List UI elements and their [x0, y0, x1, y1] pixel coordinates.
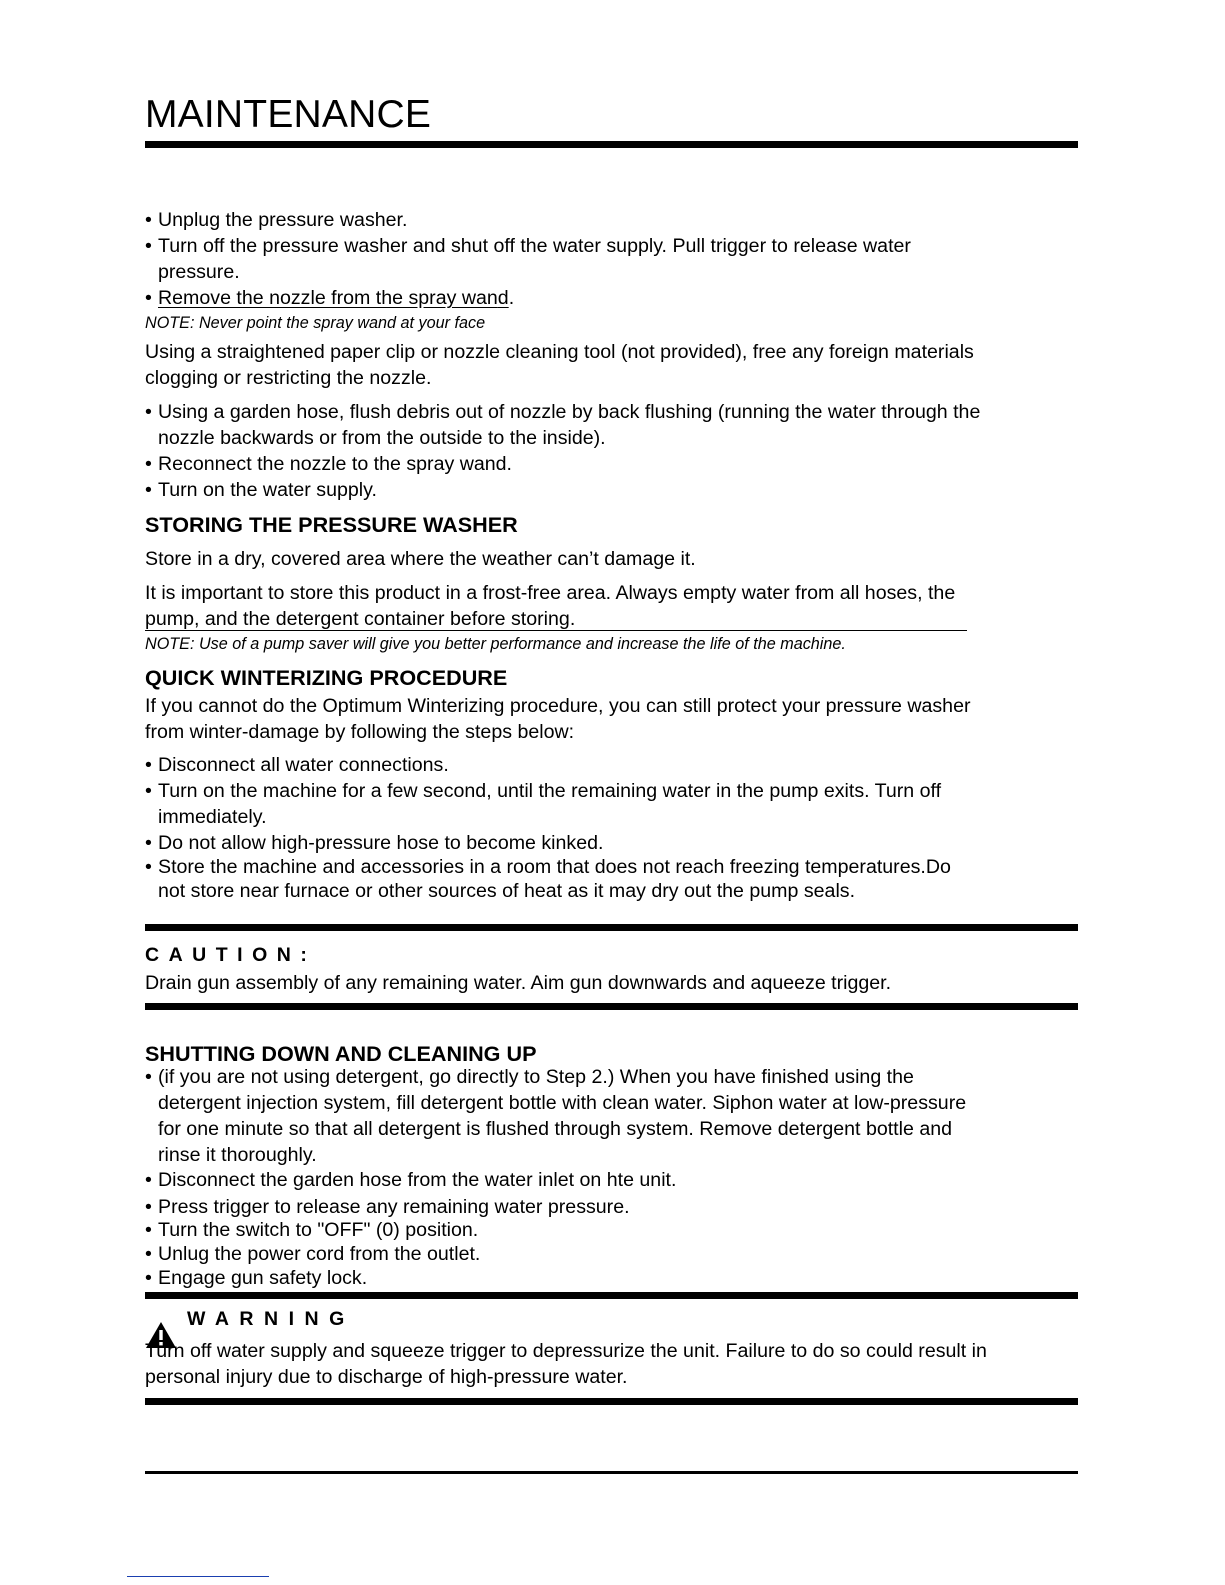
- list-item: • Remove the nozzle from the spray wand.: [145, 287, 515, 309]
- paragraph-line: Using a straightened paper clip or nozzle cleaning tool (not provided), free any foreign materials: [145, 341, 974, 363]
- list-item: • Unplug the pressure washer.: [145, 209, 408, 231]
- list-item: • Disconnect all water connections.: [145, 754, 449, 776]
- list-item: • Using a garden hose, flush debris out of nozzle by back flushing (running the water through the: [145, 401, 981, 423]
- list-item: • (if you are not using detergent, go directly to Step 2.) When you have finished using the: [145, 1066, 914, 1088]
- list-item: • Turn on the water supply.: [145, 479, 377, 501]
- note-text: NOTE: Never point the spray wand at your face: [145, 314, 486, 332]
- warning-top-rule: [145, 1292, 1078, 1299]
- underline-rule: [145, 630, 967, 631]
- list-item: • Engage gun safety lock.: [145, 1267, 368, 1289]
- list-item: • Do not allow high-pressure hose to become kinked.: [145, 832, 604, 854]
- caution-text: Drain gun assembly of any remaining water. Aim gun downwards and aqueeze trigger.: [145, 972, 892, 994]
- paragraph-line: pump, and the detergent container before storing.: [145, 608, 576, 630]
- list-item-continuation: immediately.: [158, 806, 267, 828]
- list-item-continuation: detergent injection system, fill detergent bottle with clean water. Siphon water at low-pressure: [158, 1092, 967, 1114]
- paragraph-line: clogging or restricting the nozzle.: [145, 367, 432, 389]
- paragraph-line: If you cannot do the Optimum Winterizing procedure, you can still protect your pressure washer: [145, 695, 971, 717]
- paragraph-line: It is important to store this product in a frost-free area. Always empty water from all hoses, the: [145, 582, 956, 604]
- list-item-continuation: rinse it thoroughly.: [158, 1144, 317, 1166]
- section-heading-shutdown: SHUTTING DOWN AND CLEANING UP: [145, 1041, 537, 1066]
- list-item: • Turn off the pressure washer and shut off the water supply. Pull trigger to release water: [145, 235, 911, 257]
- warning-label: WARNING: [187, 1308, 355, 1330]
- warning-text-line: Turn off water supply and squeeze trigger to depressurize the unit. Failure to do so could result in: [145, 1340, 987, 1362]
- list-item: • Reconnect the nozzle to the spray wand.: [145, 453, 512, 475]
- warning-text-line: personal injury due to discharge of high-pressure water.: [145, 1366, 628, 1388]
- caution-top-rule: [145, 924, 1078, 931]
- paragraph-line: from winter-damage by following the steps below:: [145, 721, 575, 743]
- page-title: MAINTENANCE: [145, 93, 432, 136]
- paragraph-line: Store in a dry, covered area where the weather can’t damage it.: [145, 548, 696, 570]
- footer-link-underline: [127, 1576, 269, 1577]
- list-item-continuation: nozzle backwards or from the outside to the inside).: [158, 427, 606, 449]
- list-item: • Turn on the machine for a few second, until the remaining water in the pump exits. Turn off: [145, 780, 942, 802]
- list-item: • Store the machine and accessories in a room that does not reach freezing temperatures.Do: [145, 856, 951, 878]
- warning-bottom-rule: [145, 1398, 1078, 1405]
- section-heading-winterizing: QUICK WINTERIZING PROCEDURE: [145, 665, 508, 690]
- list-item-continuation: for one minute so that all detergent is flushed through system. Remove detergent bottle and: [158, 1118, 953, 1140]
- list-item-continuation: not store near furnace or other sources of heat as it may dry out the pump seals.: [158, 880, 856, 902]
- list-item: • Unlug the power cord from the outlet.: [145, 1243, 481, 1265]
- list-item: • Turn the switch to "OFF" (0) position.: [145, 1219, 479, 1241]
- note-text: NOTE: Use of a pump saver will give you better performance and increase the life of the machine.: [145, 635, 846, 653]
- list-item-continuation: pressure.: [158, 261, 240, 283]
- caution-bottom-rule: [145, 1003, 1078, 1010]
- title-rule: [145, 141, 1078, 148]
- list-item: • Disconnect the garden hose from the water inlet on hte unit.: [145, 1169, 677, 1191]
- footer-rule: [145, 1471, 1078, 1474]
- list-item: • Press trigger to release any remaining water pressure.: [145, 1196, 630, 1218]
- caution-label: CAUTION:: [145, 944, 317, 966]
- section-heading-storing: STORING THE PRESSURE WASHER: [145, 512, 518, 537]
